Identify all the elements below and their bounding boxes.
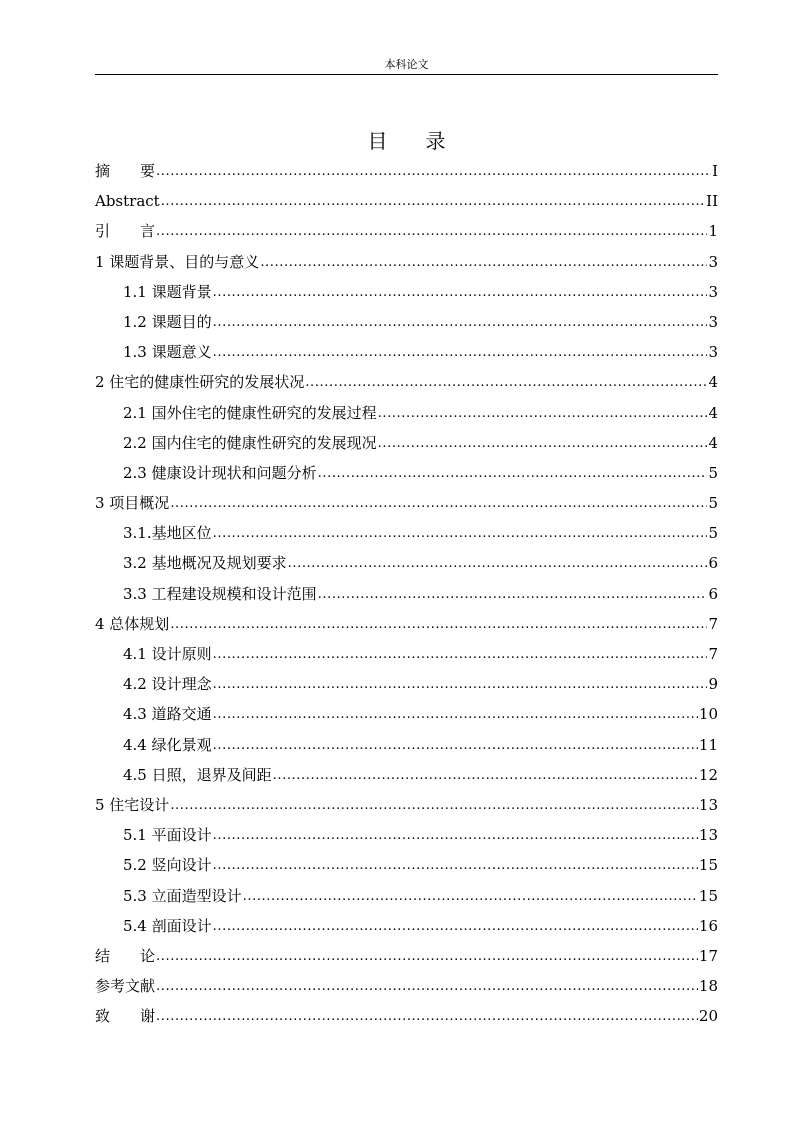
toc-entry-label: 参考文献 — [95, 977, 156, 996]
toc-dot-leader — [378, 397, 708, 429]
toc-dot-leader — [170, 789, 698, 821]
toc-page-number: 15 — [698, 856, 718, 875]
toc-entry[interactable] — [95, 518, 718, 548]
toc-page-number: 15 — [698, 886, 718, 905]
toc-page-number: I — [712, 162, 718, 180]
toc-dot-leader — [243, 880, 698, 912]
toc-entry-label: 4.4 绿化景观 — [123, 735, 212, 754]
toc-entry-label: 2.2 国内住宅的健康性研究的发展现况 — [123, 433, 377, 452]
toc-entry-label: 1.3 课题意义 — [123, 343, 212, 362]
toc-title: 目录 — [367, 129, 484, 153]
toc-entry[interactable] — [95, 669, 718, 699]
toc-entry[interactable] — [95, 911, 718, 941]
toc-entry-label: 1.1 课题背景 — [123, 282, 212, 301]
toc-entry[interactable] — [95, 579, 718, 609]
toc-entry-label: 致 谢 — [95, 1007, 156, 1026]
toc-page-number: 20 — [698, 1007, 718, 1026]
toc-dot-leader — [156, 940, 698, 972]
toc-entry-label: 2 住宅的健康性研究的发展状况 — [95, 373, 305, 392]
table-of-contents — [95, 156, 718, 1031]
toc-dot-leader — [213, 910, 698, 942]
toc-entry-label: 5.2 竖向设计 — [123, 856, 212, 875]
toc-page-number: 13 — [698, 795, 718, 814]
toc-entry-label: 2.1 国外住宅的健康性研究的发展过程 — [123, 403, 377, 422]
toc-entry-label: 3 项目概况 — [95, 494, 170, 513]
toc-entry[interactable] — [95, 820, 718, 850]
toc-entry[interactable] — [95, 971, 718, 1001]
toc-entry-label: 4.3 道路交通 — [123, 705, 212, 724]
toc-page-number: 5 — [708, 494, 718, 513]
toc-entry[interactable] — [95, 548, 718, 578]
toc-dot-leader — [318, 578, 708, 610]
toc-entry[interactable] — [95, 156, 718, 186]
toc-entry-label: 4 总体规划 — [95, 614, 170, 633]
toc-page-number: 1 — [708, 222, 718, 241]
toc-entry-label: 4.2 设计理念 — [123, 675, 212, 694]
toc-entry[interactable] — [95, 1001, 718, 1031]
toc-page-number: 3 — [708, 312, 718, 331]
toc-dot-leader — [213, 729, 698, 761]
toc-entry[interactable] — [95, 941, 718, 971]
toc-entry-label: 3.3 工程建设规模和设计范围 — [123, 584, 317, 603]
toc-dot-leader — [156, 1000, 698, 1032]
toc-page-number: 6 — [708, 554, 718, 573]
toc-page-number: 16 — [698, 916, 718, 935]
toc-entry[interactable] — [95, 609, 718, 639]
toc-dot-leader — [213, 336, 708, 368]
toc-dot-leader — [213, 698, 698, 730]
toc-page-number: 12 — [698, 765, 718, 784]
toc-entry-label: 5.1 平面设计 — [123, 826, 212, 845]
toc-page-number: 3 — [708, 252, 718, 271]
toc-entry-label: 结 论 — [95, 946, 156, 965]
toc-dot-leader — [318, 457, 708, 489]
toc-page-number: 17 — [698, 946, 718, 965]
toc-dot-leader — [260, 246, 707, 278]
toc-dot-leader — [156, 155, 711, 187]
toc-entry[interactable] — [95, 277, 718, 307]
toc-entry-label: 4.1 设计原则 — [123, 645, 212, 663]
toc-dot-leader — [213, 517, 708, 549]
toc-page-number: 3 — [708, 343, 718, 362]
toc-dot-leader — [378, 427, 708, 459]
toc-page-number: 9 — [708, 675, 718, 694]
toc-page-number: 10 — [698, 705, 718, 724]
toc-page-number: II — [706, 192, 718, 211]
toc-entry[interactable] — [95, 639, 718, 669]
toc-dot-leader — [213, 668, 708, 700]
toc-entry[interactable] — [95, 186, 718, 216]
toc-entry-label: 1 课题背景、目的与意义 — [95, 252, 260, 271]
toc-entry[interactable] — [95, 398, 718, 428]
toc-entry[interactable] — [95, 730, 718, 760]
toc-page-number: 4 — [708, 373, 718, 392]
toc-entry[interactable] — [95, 850, 718, 880]
toc-entry-label: 4.5 日照，退界及间距 — [123, 765, 272, 784]
toc-dot-leader — [213, 849, 698, 881]
toc-entry-label: 1.2 课题目的 — [123, 312, 212, 331]
toc-dot-leader — [213, 819, 698, 851]
toc-dot-leader — [161, 185, 705, 217]
toc-entry[interactable] — [95, 881, 718, 911]
toc-dot-leader — [213, 306, 708, 338]
toc-entry[interactable] — [95, 367, 718, 397]
toc-page-number: 7 — [708, 614, 718, 633]
toc-entry[interactable] — [95, 337, 718, 367]
toc-entry-label: 2.3 健康设计现状和问题分析 — [123, 463, 317, 482]
toc-entry[interactable] — [95, 307, 718, 337]
toc-page-number: 11 — [698, 735, 718, 754]
toc-entry-label: 3.1.基地区位 — [123, 524, 212, 543]
toc-dot-leader — [305, 366, 707, 398]
toc-page-number: 4 — [708, 403, 718, 422]
toc-dot-leader — [170, 487, 707, 519]
toc-entry[interactable] — [95, 458, 718, 488]
toc-page-number: 7 — [708, 645, 718, 663]
toc-dot-leader — [273, 759, 698, 791]
toc-entry-label: 引 言 — [95, 222, 156, 241]
toc-entry[interactable] — [95, 699, 718, 729]
toc-entry-label: 5.3 立面造型设计 — [123, 886, 242, 905]
toc-dot-leader — [213, 638, 708, 670]
toc-dot-leader — [156, 215, 707, 247]
toc-entry[interactable] — [95, 216, 718, 246]
toc-page-number: 3 — [708, 282, 718, 301]
toc-entry[interactable] — [95, 247, 718, 277]
toc-page-number: 6 — [708, 584, 718, 603]
toc-entry-label: 3.2 基地概况及规划要求 — [123, 554, 287, 573]
toc-page-number: 5 — [708, 463, 718, 482]
toc-page-number: 13 — [698, 826, 718, 845]
toc-entry-label: 5.4 剖面设计 — [123, 916, 212, 935]
toc-page-number: 4 — [708, 433, 718, 452]
toc-entry[interactable] — [95, 428, 718, 458]
toc-entry[interactable] — [95, 488, 718, 518]
toc-entry-label: 5 住宅设计 — [95, 795, 170, 814]
toc-entry[interactable] — [95, 790, 718, 820]
header-rule — [95, 74, 718, 75]
toc-page-number: 18 — [698, 977, 718, 996]
toc-entry[interactable] — [95, 760, 718, 790]
toc-entry-label: Abstract — [95, 192, 160, 211]
toc-dot-leader — [288, 547, 708, 579]
toc-dot-leader — [213, 276, 708, 308]
toc-dot-leader — [156, 970, 698, 1002]
running-header: 本科论文 — [384, 58, 429, 71]
toc-entry-label: 摘 要 — [95, 162, 156, 180]
toc-page-number: 5 — [708, 524, 718, 543]
toc-dot-leader — [170, 608, 707, 640]
